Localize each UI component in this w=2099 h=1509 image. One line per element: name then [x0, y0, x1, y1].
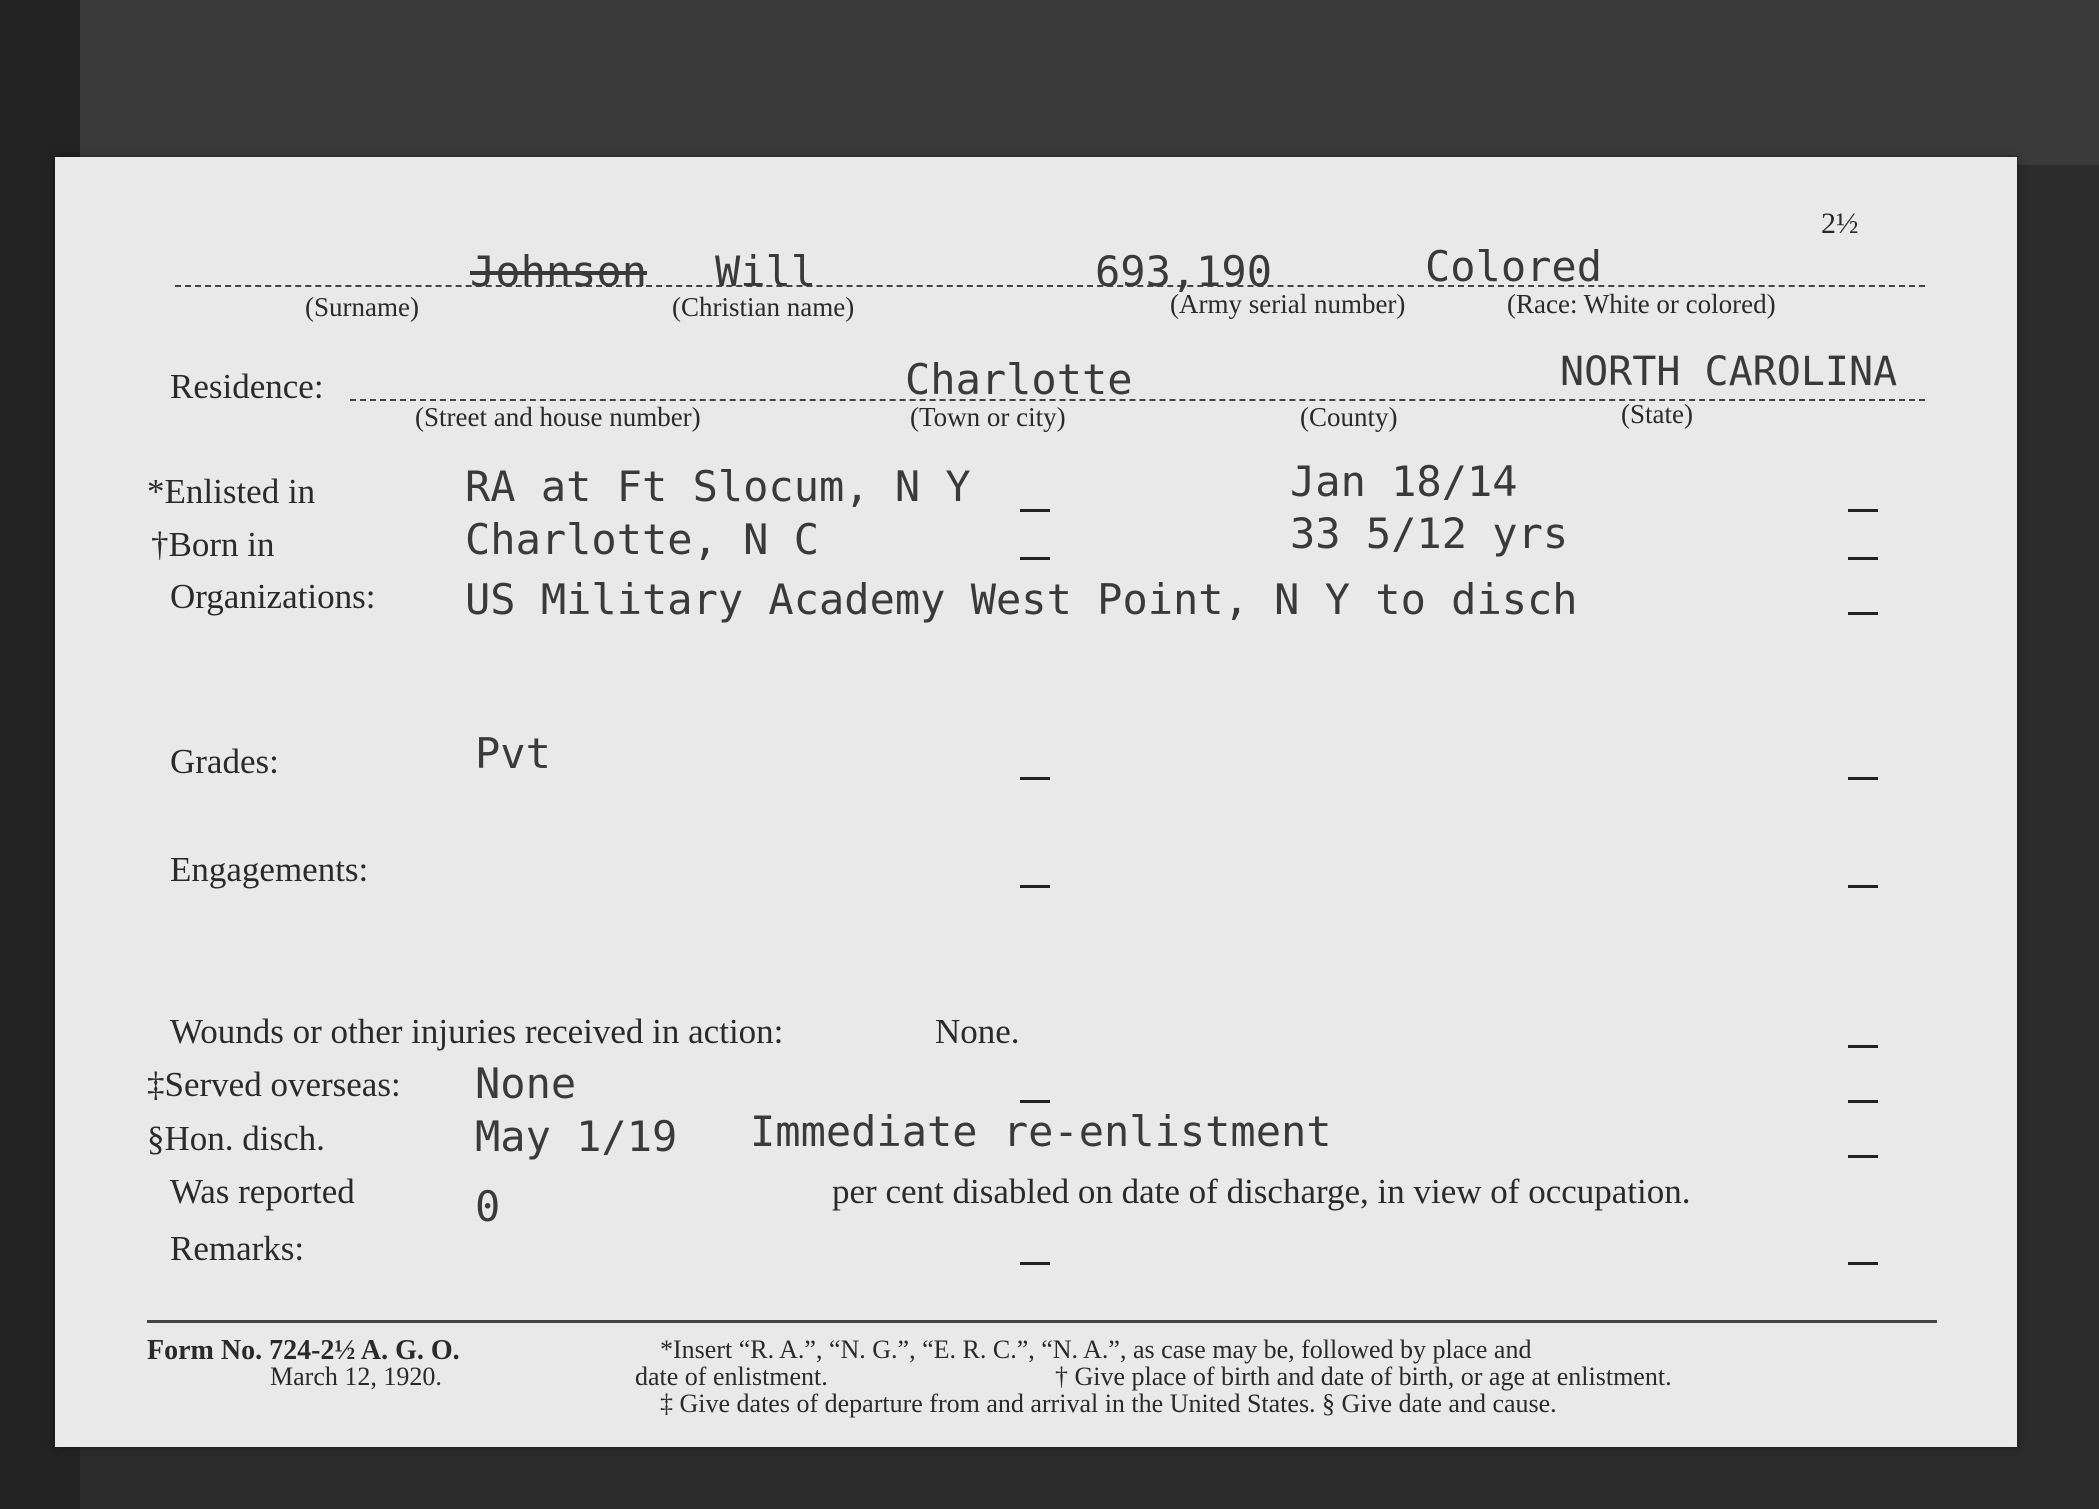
- remarks-mark-mid: [1020, 1262, 1050, 1265]
- born-mark-mid: [1020, 557, 1050, 560]
- caption-county: (County): [1300, 402, 1398, 432]
- organizations-value: US Military Academy West Point, N Y to disch: [465, 575, 1578, 624]
- enlisted-mark-mid: [1020, 509, 1050, 512]
- wounds-value: None.: [935, 1012, 1020, 1051]
- hon-disch-mark-right: [1848, 1155, 1878, 1158]
- hon-disch-label: §Hon. disch.: [147, 1119, 325, 1158]
- residence-town: Charlotte: [905, 355, 1133, 404]
- reported-text: per cent disabled on date of discharge, in view of occupation.: [832, 1172, 1691, 1211]
- surname-value: Johnson: [470, 247, 648, 296]
- footnote-birth: † Give place of birth and date of birth, or age at enlistment.: [1055, 1362, 1672, 1391]
- engagements-mark-right: [1848, 885, 1878, 888]
- wounds-mark-right: [1848, 1045, 1878, 1048]
- grades-value: Pvt: [475, 729, 551, 778]
- hon-disch-date: May 1/19: [475, 1112, 678, 1161]
- residence-label: Residence:: [170, 367, 324, 406]
- form-date: March 12, 1920.: [270, 1362, 442, 1391]
- christian-name-value: Will: [715, 247, 817, 296]
- residence-state: NORTH CAROLINA: [1560, 349, 1898, 395]
- born-age: 33 5/12 yrs: [1290, 509, 1569, 558]
- footer-rule: [147, 1320, 1937, 1323]
- enlisted-place: RA at Ft Slocum, N Y: [465, 462, 971, 511]
- overseas-value: None: [475, 1059, 577, 1108]
- overseas-mark-right: [1848, 1100, 1878, 1103]
- serial-value: 693,190: [1095, 247, 1273, 296]
- caption-street: (Street and house number): [415, 402, 701, 432]
- engagements-label: Engagements:: [170, 850, 369, 889]
- caption-serial: (Army serial number): [1170, 289, 1406, 319]
- corner-number: 2½: [1821, 207, 1859, 240]
- born-mark-right: [1848, 557, 1878, 560]
- enlisted-label: *Enlisted in: [147, 472, 316, 511]
- engagements-mark-mid: [1020, 885, 1050, 888]
- caption-surname: (Surname): [305, 292, 419, 322]
- caption-town: (Town or city): [910, 402, 1066, 432]
- service-record-card: [55, 157, 2017, 1447]
- row1-line: [175, 285, 1925, 287]
- race-value: Colored: [1425, 242, 1603, 291]
- remarks-label: Remarks:: [170, 1229, 305, 1268]
- caption-christian-name: (Christian name): [672, 292, 855, 322]
- reported-label: Was reported: [170, 1172, 355, 1211]
- enlisted-date: Jan 18/14: [1290, 457, 1518, 506]
- footnote-enlistment: date of enlistment.: [635, 1362, 828, 1391]
- grades-mark-right: [1848, 777, 1878, 780]
- hon-disch-cause: Immediate re-enlistment: [750, 1107, 1332, 1156]
- caption-state: (State): [1621, 399, 1693, 429]
- organizations-label: Organizations:: [170, 577, 376, 616]
- wounds-label: Wounds or other injuries received in action:: [170, 1012, 784, 1051]
- form-number: Form No. 724-2½ A. G. O.: [147, 1335, 460, 1366]
- caption-race: (Race: White or colored): [1507, 289, 1776, 319]
- footnote-departure: ‡ Give dates of departure from and arrival in the United States. § Give date and cause.: [660, 1389, 1557, 1418]
- grades-label: Grades:: [170, 742, 279, 781]
- overseas-mark-mid: [1020, 1100, 1050, 1103]
- remarks-mark-right: [1848, 1262, 1878, 1265]
- born-label: †Born in: [151, 525, 275, 564]
- born-place: Charlotte, N C: [465, 515, 820, 564]
- enlisted-mark-right: [1848, 509, 1878, 512]
- background-top: [0, 0, 2099, 165]
- footnote-insert: *Insert “R. A.”, “N. G.”, “E. R. C.”, “N. A.”, as case may be, followed by place and: [660, 1335, 1532, 1364]
- reported-value: 0: [475, 1182, 501, 1231]
- grades-mark-mid: [1020, 777, 1050, 780]
- organizations-mark-right: [1848, 612, 1878, 615]
- overseas-label: ‡Served overseas:: [147, 1065, 401, 1104]
